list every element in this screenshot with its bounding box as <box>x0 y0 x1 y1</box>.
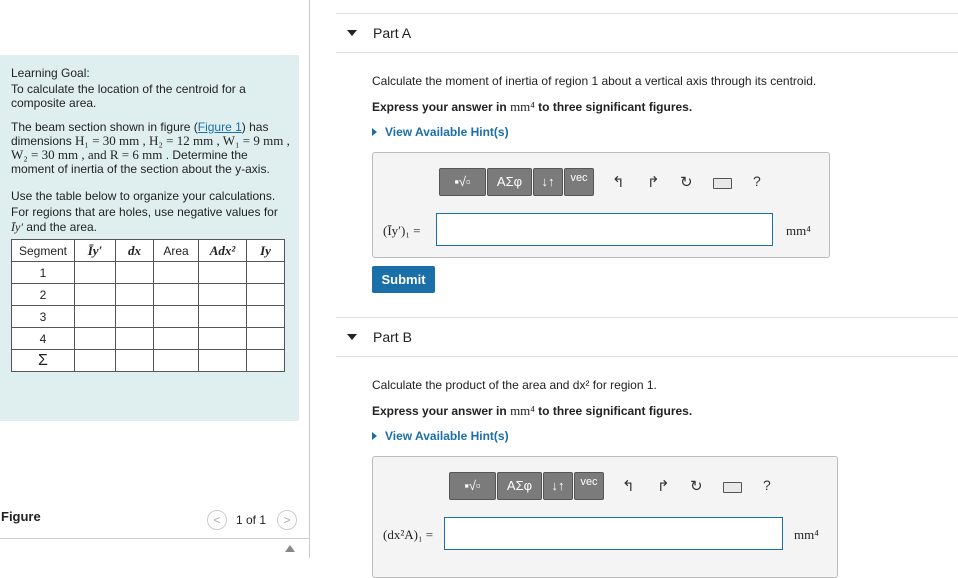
use-table-text: Use the table below to organize your calculations. For regions that are holes, use negative values for <box>11 189 278 219</box>
redo-icon[interactable]: ↱ <box>657 478 670 495</box>
table-cell[interactable] <box>199 284 247 306</box>
table-row <box>12 284 285 306</box>
table-cell[interactable] <box>154 262 199 284</box>
part-a-question: Calculate the moment of inertia of region 1 about a vertical axis through its centroid. <box>372 74 817 88</box>
table-cell[interactable] <box>199 262 247 284</box>
desc-mid: ) has dimensions <box>11 120 269 148</box>
col-area: Area <box>154 240 199 262</box>
help-icon[interactable]: ? <box>753 173 761 189</box>
figure-bar <box>0 500 310 539</box>
table-cell[interactable] <box>116 350 154 372</box>
template-button[interactable]: ▪√▫ <box>449 472 496 500</box>
help-icon[interactable]: ? <box>763 477 771 493</box>
table-cell[interactable] <box>247 328 285 350</box>
table-header-row <box>12 240 285 262</box>
chevron-left-icon[interactable]: < <box>207 510 227 530</box>
col-segment: Segment <box>12 240 75 262</box>
redo-icon[interactable]: ↱ <box>647 174 660 191</box>
greek-button[interactable]: ΑΣφ <box>487 168 532 196</box>
use-table-sym: Īy′ <box>11 220 23 234</box>
table-cell[interactable] <box>247 284 285 306</box>
table-cell[interactable] <box>75 306 116 328</box>
submit-button[interactable]: Submit <box>372 266 435 293</box>
express-suffix: to three significant figures. <box>534 100 693 114</box>
express-unit: mm⁴ <box>510 99 535 114</box>
undo-icon[interactable]: ↰ <box>612 174 625 191</box>
row-label: 4 <box>12 328 75 350</box>
table-row <box>12 262 285 284</box>
table-cell[interactable] <box>247 350 285 372</box>
arrows-button[interactable]: ↓↑ <box>543 472 573 500</box>
reset-icon[interactable]: ↻ <box>690 478 703 495</box>
col-adx2: Adx² <box>199 240 247 262</box>
express-suffix: to three significant figures. <box>534 404 693 418</box>
express-prefix: Express your answer in <box>372 100 511 114</box>
table-row <box>12 306 285 328</box>
table-cell[interactable] <box>199 328 247 350</box>
col-iy: Iy <box>247 240 285 262</box>
vec-button[interactable]: vec <box>574 472 604 500</box>
part-a-title: Part A <box>373 25 412 41</box>
part-a-answer-label: (Īy′)₁ = <box>383 223 421 238</box>
part-a-header[interactable] <box>336 13 958 53</box>
caret-down-icon <box>347 334 357 340</box>
express-prefix: Express your answer in <box>372 404 511 418</box>
table-cell[interactable] <box>116 284 154 306</box>
row-label: 3 <box>12 306 75 328</box>
express-unit: mm⁴ <box>510 403 535 418</box>
arrows-button[interactable]: ↓↑ <box>533 168 563 196</box>
part-b-answer-input[interactable] <box>444 517 783 550</box>
calculation-table <box>11 239 285 372</box>
column-divider <box>309 0 310 558</box>
table-row <box>12 350 285 372</box>
problem-description <box>11 120 291 176</box>
row-label: 2 <box>12 284 75 306</box>
figure-count: 1 of 1 <box>236 513 267 527</box>
table-cell[interactable] <box>75 328 116 350</box>
row-label: 1 <box>12 262 75 284</box>
table-cell[interactable] <box>116 262 154 284</box>
table-cell[interactable] <box>199 350 247 372</box>
hint-label: View Available Hint(s) <box>385 429 509 443</box>
table-cell[interactable] <box>247 262 285 284</box>
part-a-unit: mm⁴ <box>786 223 811 238</box>
part-a-express <box>372 99 692 115</box>
undo-icon[interactable]: ↰ <box>622 478 635 495</box>
part-b-answer-box <box>372 456 838 578</box>
part-b-hint-link[interactable] <box>372 429 509 443</box>
table-cell[interactable] <box>154 284 199 306</box>
part-b-header[interactable] <box>336 317 958 357</box>
goal-title: Learning Goal: <box>11 66 90 80</box>
table-row <box>12 328 285 350</box>
part-b-unit: mm⁴ <box>794 527 819 542</box>
part-a-answer-input[interactable] <box>436 213 773 246</box>
vec-button[interactable]: vec <box>564 168 594 196</box>
figure-link[interactable]: Figure 1 <box>197 120 242 134</box>
desc-suffix: . Determine the moment of inertia of the section about the y-axis. <box>11 148 270 176</box>
part-b-answer-label: (dx²A)₁ = <box>383 527 434 542</box>
table-cell[interactable] <box>116 306 154 328</box>
part-a-hint-link[interactable] <box>372 125 509 139</box>
caret-right-icon <box>372 128 377 136</box>
part-b-express <box>372 403 692 419</box>
desc-prefix: The beam section shown in figure ( <box>11 120 198 134</box>
table-cell[interactable] <box>199 306 247 328</box>
greek-button[interactable]: ΑΣφ <box>497 472 542 500</box>
learning-goal-panel <box>0 55 299 421</box>
reset-icon[interactable]: ↻ <box>680 174 693 191</box>
table-cell[interactable] <box>154 306 199 328</box>
chevron-right-icon[interactable]: > <box>277 510 297 530</box>
row-label: Σ <box>12 350 75 372</box>
hint-label: View Available Hint(s) <box>385 125 509 139</box>
table-cell[interactable] <box>75 262 116 284</box>
goal-text: To calculate the location of the centroid for a composite area. <box>11 82 246 110</box>
left-panel <box>0 0 310 558</box>
caret-right-icon <box>372 432 377 440</box>
part-b-title: Part B <box>373 329 412 345</box>
use-table-tail: and the area. <box>26 220 98 234</box>
table-instructions <box>11 189 291 236</box>
table-cell[interactable] <box>75 350 116 372</box>
table-cell[interactable] <box>247 306 285 328</box>
col-dx: dx <box>116 240 154 262</box>
desc-dims: H₁ = 30 mm , H₂ = 12 mm , W₁ = 9 mm , W₂ = 30 mm , and R = 6 mm <box>11 133 290 162</box>
figure-label: Figure <box>1 509 41 524</box>
table-cell[interactable] <box>116 328 154 350</box>
keyboard-icon[interactable] <box>713 178 732 189</box>
scroll-up-icon[interactable] <box>285 545 295 552</box>
table-cell[interactable] <box>154 350 199 372</box>
table-cell[interactable] <box>75 284 116 306</box>
template-button[interactable]: ▪√▫ <box>439 168 486 196</box>
keyboard-icon[interactable] <box>723 482 742 493</box>
part-b-question: Calculate the product of the area and dx² for region 1. <box>372 378 657 392</box>
caret-down-icon <box>347 30 357 36</box>
part-a-answer-box <box>372 152 830 258</box>
table-cell[interactable] <box>154 328 199 350</box>
col-iy-prime: Īy′ <box>75 240 116 262</box>
